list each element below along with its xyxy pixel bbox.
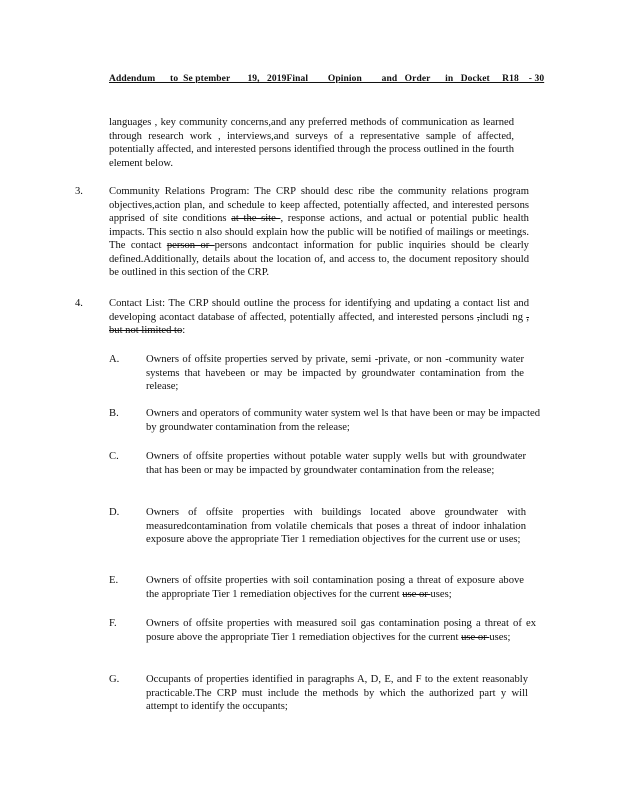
item-3-text-c: persons andcontact information for public inquiries should be clearly defined.Additionally, details about the location of, and access to, the document repository should be outlined in this section of the CRP. xyxy=(109,240,529,278)
subitem-body: Owners of offsite properties with soil contamination posing a threat of exposure above the appropriate Tier 1 remediation objectives for the current xyxy=(146,575,524,600)
subitem-letter: F. xyxy=(109,618,117,629)
page-header: Addendum to Se ptember 19, 2019Final Opinion and Order in Docket R18 - 30 xyxy=(109,74,545,84)
subitem-text xyxy=(146,673,528,714)
item-4-text-a: Contact List: The CRP should outline the process for identifying and updating a contact list and developing acontact database of affected, potentially affected, and interested persons xyxy=(109,298,529,323)
subitem-letter: C. xyxy=(109,451,119,462)
subitem-letter: D. xyxy=(109,507,120,518)
subitem-tail: uses; xyxy=(489,631,511,643)
subitem-body: Owners of offsite properties with buildings located above groundwater with measuredcontamination from volatile chemicals that poses a threat of indoor inhalation exposure above the appropriate Tier 1 remediation objectives for the current use or uses; xyxy=(146,507,526,545)
item-number-4: 4. xyxy=(75,298,83,309)
subitem-body: Owners and operators of community water system wel ls that have been or may be impacted by groundwater contamination from the release; xyxy=(146,408,540,433)
item-4-strikethrough-a: , xyxy=(477,311,480,323)
subitem-strikethrough: use or xyxy=(461,631,490,643)
subitem-text xyxy=(146,574,524,601)
intro-paragraph: languages , key community concerns,and any preferred methods of communication as learned through research work , interviews,and surveys of a representative sample of affected, potentially affected, and interested persons identified through the process outlined in the fourth element below. xyxy=(109,117,514,169)
subitem-tail: uses; xyxy=(430,588,452,600)
item-3-text-b: , response actions, and actual or potential public health impacts. This sectio n also should explain how the public will be notified of mailings or meetings. The contact xyxy=(109,213,529,251)
item-4-paragraph xyxy=(109,297,529,338)
subitem-strikethrough: use or xyxy=(402,588,431,600)
subitem-body: Owners of offsite properties without potable water supply wells but with groundwater that has been or may be impacted by groundwater contamination from the release; xyxy=(146,451,526,476)
item-4-text-b: includi ng xyxy=(479,311,527,323)
item-3-strikethrough-a: at the site xyxy=(231,213,281,224)
item-3-paragraph xyxy=(109,185,529,280)
subitem-letter: E. xyxy=(109,575,119,586)
item-number-3: 3. xyxy=(75,186,83,197)
item-3-strikethrough-b: person or xyxy=(166,240,215,251)
subitem-letter: G. xyxy=(109,674,120,685)
subitem-body: Owners of offsite properties served by private, semi -private, or non -community water systems that havebeen or may be impacted by groundwater contamination from the release; xyxy=(146,354,524,392)
subitem-text xyxy=(146,353,524,394)
subitem-letter: A. xyxy=(109,354,120,365)
subitem-text xyxy=(146,407,540,434)
item-4-text-c: : xyxy=(182,325,186,336)
subitem-text xyxy=(146,506,526,547)
subitem-body: Owners of offsite properties with measured soil gas contamination posing a threat of ex posure above the appropriate Tier 1 remediation objectives for the current xyxy=(146,618,536,643)
subitem-text xyxy=(146,617,536,644)
item-4-strikethrough-b: , but not limited to xyxy=(109,311,529,336)
subitem-body: Occupants of properties identified in paragraphs A, D, E, and F to the extent reasonably practicable.The CRP must include the methods by which the authorized part y will attempt to identify the occupants; xyxy=(146,674,528,712)
subitem-letter: B. xyxy=(109,408,119,419)
subitem-text xyxy=(146,450,526,477)
item-3-text-a: Community Relations Program: The CRP should desc ribe the community relations program objectives,action plan, and schedule to keep affected, potentially affected, and interested persons apprised of site conditions xyxy=(109,186,529,224)
